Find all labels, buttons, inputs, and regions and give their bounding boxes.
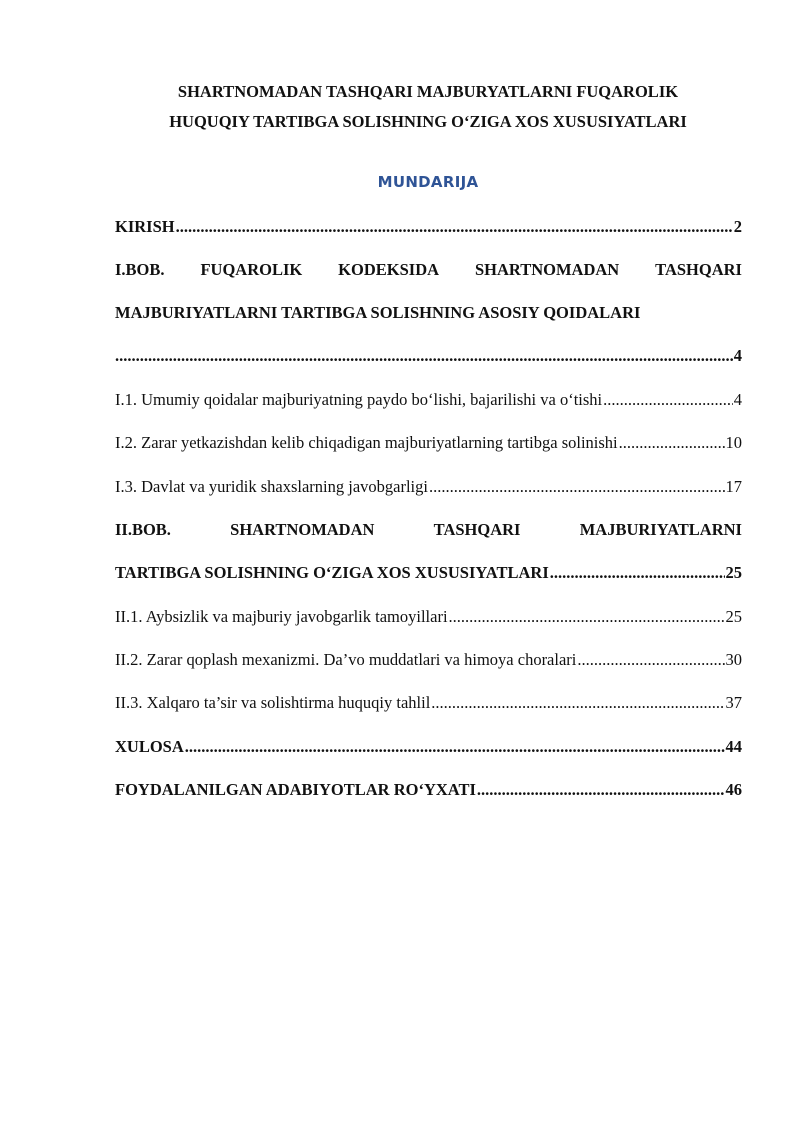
dot-leader (185, 737, 725, 757)
dot-leader (449, 607, 725, 627)
toc-entry-text: I.1. Umumiy qoidalar majburiyatning paydo bo‘lishi, bajarilishi va o‘tishi (115, 390, 603, 409)
toc-entry-adabiyotlar[interactable] (115, 780, 742, 806)
toc-entry-section-2-1[interactable] (115, 607, 742, 633)
chapter-2-word: TASHQARI (433, 520, 521, 539)
toc-entry-text: I.2. Zarar yetkazishdan kelib chiqadigan majburiyatlarning tartibga solinishi (115, 433, 618, 452)
toc-page-number: 30 (725, 650, 742, 669)
chapter-2-word: MAJBURIYATLARNI (579, 520, 742, 539)
toc-page-number: 37 (725, 693, 742, 712)
dot-leader (429, 477, 725, 497)
toc-entry-section-1-2[interactable] (115, 433, 742, 459)
chapter-1-word: FUQAROLIK (200, 260, 303, 279)
toc-entry-text: FOYDALANILGAN ADABIYOTLAR RO‘YXATI (115, 780, 476, 799)
toc-heading: MUNDARIJA (377, 173, 479, 191)
toc-page-number: 44 (725, 737, 742, 756)
chapter-1-word: KODEKSIDA (338, 260, 440, 279)
toc-chapter-1-page-line[interactable] (115, 346, 742, 372)
toc-page-number: 17 (725, 477, 742, 496)
toc-page-number: 4 (733, 346, 742, 365)
dot-leader (115, 346, 733, 366)
chapter-2-word: II.BOB. (115, 520, 171, 539)
toc-entry-text: II.2. Zarar qoplash mexanizmi. Da’vo muddatlari va himoya choralari (115, 650, 577, 669)
dot-leader (619, 433, 725, 453)
toc-entry-section-2-2[interactable] (115, 650, 742, 676)
dot-leader (477, 780, 725, 800)
toc-entry-text: TARTIBGA SOLISHNING O‘ZIGA XOS XUSUSIYATLARI (115, 563, 549, 582)
toc-entry-section-2-3[interactable] (115, 693, 742, 719)
dot-leader (431, 693, 724, 713)
dot-leader (176, 217, 733, 237)
toc-entry-xulosa[interactable] (115, 737, 742, 763)
toc-chapter-1-line-1[interactable] (115, 260, 742, 286)
toc-chapter-2-line-2[interactable] (115, 563, 742, 589)
title-line-2: HUQUQIY TARTIBGA SOLISHNING O‘ZIGA XOS XUSUSIYATLARI (169, 112, 687, 131)
dot-leader (603, 390, 733, 410)
chapter-1-word: TASHQARI (655, 260, 742, 279)
toc-entry-text: II.3. Xalqaro ta’sir va solishtirma huquqiy tahlil (115, 693, 431, 712)
chapter-2-word: SHARTNOMADAN (230, 520, 375, 539)
chapter-1-word: I.BOB. (115, 260, 165, 279)
toc-entry-kirish[interactable] (115, 217, 742, 243)
toc-entry-text: KIRISH (115, 217, 175, 236)
toc-page-number: 4 (733, 390, 742, 409)
toc-entry-text: II.1. Aybsizlik va majburiy javobgarlik tamoyillari (115, 607, 448, 626)
toc-page-number: 25 (725, 607, 742, 626)
toc-page-number: 25 (725, 563, 742, 582)
toc-entry-text: XULOSA (115, 737, 184, 756)
toc-page-number: 2 (733, 217, 742, 236)
document-title (100, 77, 756, 137)
dot-leader (550, 563, 725, 583)
toc-page-number: 10 (725, 433, 742, 452)
toc-page-number: 46 (725, 780, 742, 799)
toc-entry-section-1-3[interactable] (115, 477, 742, 503)
dot-leader (577, 650, 724, 670)
toc-chapter-2-line-1[interactable] (115, 520, 742, 546)
title-line-1: SHARTNOMADAN TASHQARI MAJBURYATLARNI FUQAROLIK (177, 82, 679, 101)
chapter-1-word: SHARTNOMADAN (474, 260, 620, 279)
toc-entry-section-1-1[interactable] (115, 390, 742, 416)
toc-entry-text: I.3. Davlat va yuridik shaxslarning javobgarligi (115, 477, 428, 496)
toc-chapter-1-line-2[interactable]: MAJBURIYATLARNI TARTIBGA SOLISHNING ASOSIY QOIDALARI (115, 303, 641, 322)
